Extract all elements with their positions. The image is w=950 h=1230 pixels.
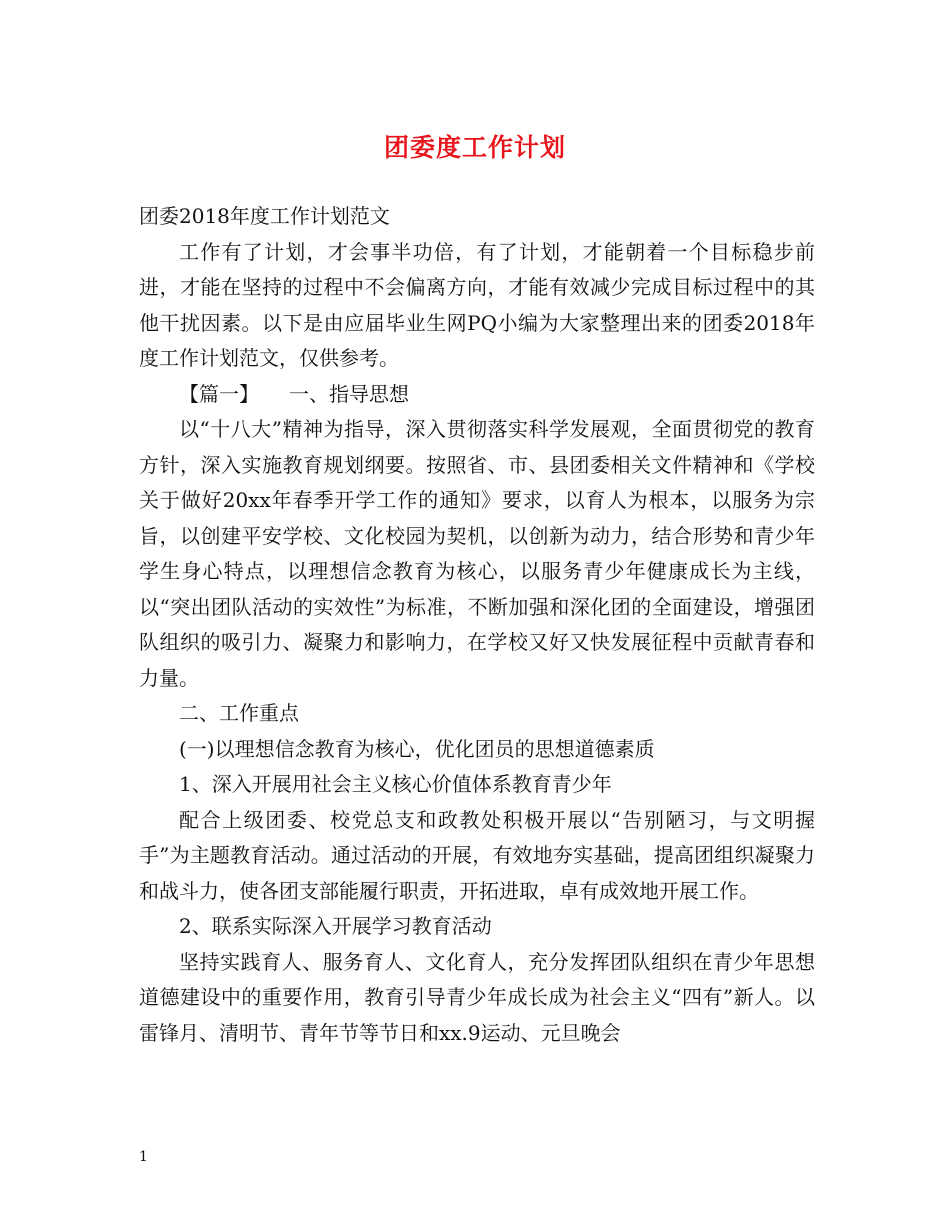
paragraph: 坚持实践育人、服务育人、文化育人，充分发挥团队组织在青少年思想道德建设中的重要作用，教育引导青少年成长成为社会主义“四有”新人。以雷锋月、清明节、青年节等节日和xx.9运动、元旦晚会 [139, 949, 815, 1045]
paragraph: 2、联系实际深入开展学习教育活动 [179, 914, 492, 938]
paragraph: 工作有了计划，才会事半功倍，有了计划，才能朝着一个目标稳步前进，才能在坚持的过程中不会偏离方向，才能有效减少完成目标过程中的其他干扰因素。以下是由应届毕业生网PQ小编为大家整理出来的团委2018年度工作计划范文，仅供参考。 [139, 239, 815, 370]
paragraph: 配合上级团委、校党总支和政教处积极开展以“告别陋习，与文明握手”为主题教育活动。通过活动的开展，有效地夯实基础，提高团组织凝聚力和战斗力，使各团支部能履行职责，开拓进取，卓有成效地开展工作。 [139, 807, 815, 903]
paragraph: 二、工作重点 [179, 701, 299, 725]
document-body [139, 199, 815, 1051]
paragraph: (一)以理想信念教育为核心，优化团员的思想道德素质 [179, 736, 655, 761]
document-title: 团委度工作计划 [383, 133, 566, 162]
paragraph: 1、深入开展用社会主义核心价值体系教育青少年 [179, 772, 612, 796]
paragraph: 团委2018年度工作计划范文 [139, 204, 390, 228]
page-number: 1 [139, 1149, 148, 1165]
paragraph: 【篇一】 一、指导思想 [179, 381, 409, 406]
paragraph: 以“十八大”精神为指导，深入贯彻落实科学发展观，全面贯彻党的教育方针，深入实施教育规划纲要。按照省、市、县团委相关文件精神和《学校关于做好20xx年春季开学工作的通知》要求，以育人为根本，以服务为宗旨，以创建平安学校、文化校园为契机，以创新为动力，结合形势和青少年学生身心特点，以理想信念教育为核心，以服务青少年健康成长为主线，以“突出团队活动的实效性”为标准，不断加强和深化团的全面建设，增强团队组织的吸引力、凝聚力和影响力，在学校又好又快发展征程中贡献青春和力量。 [139, 417, 815, 690]
